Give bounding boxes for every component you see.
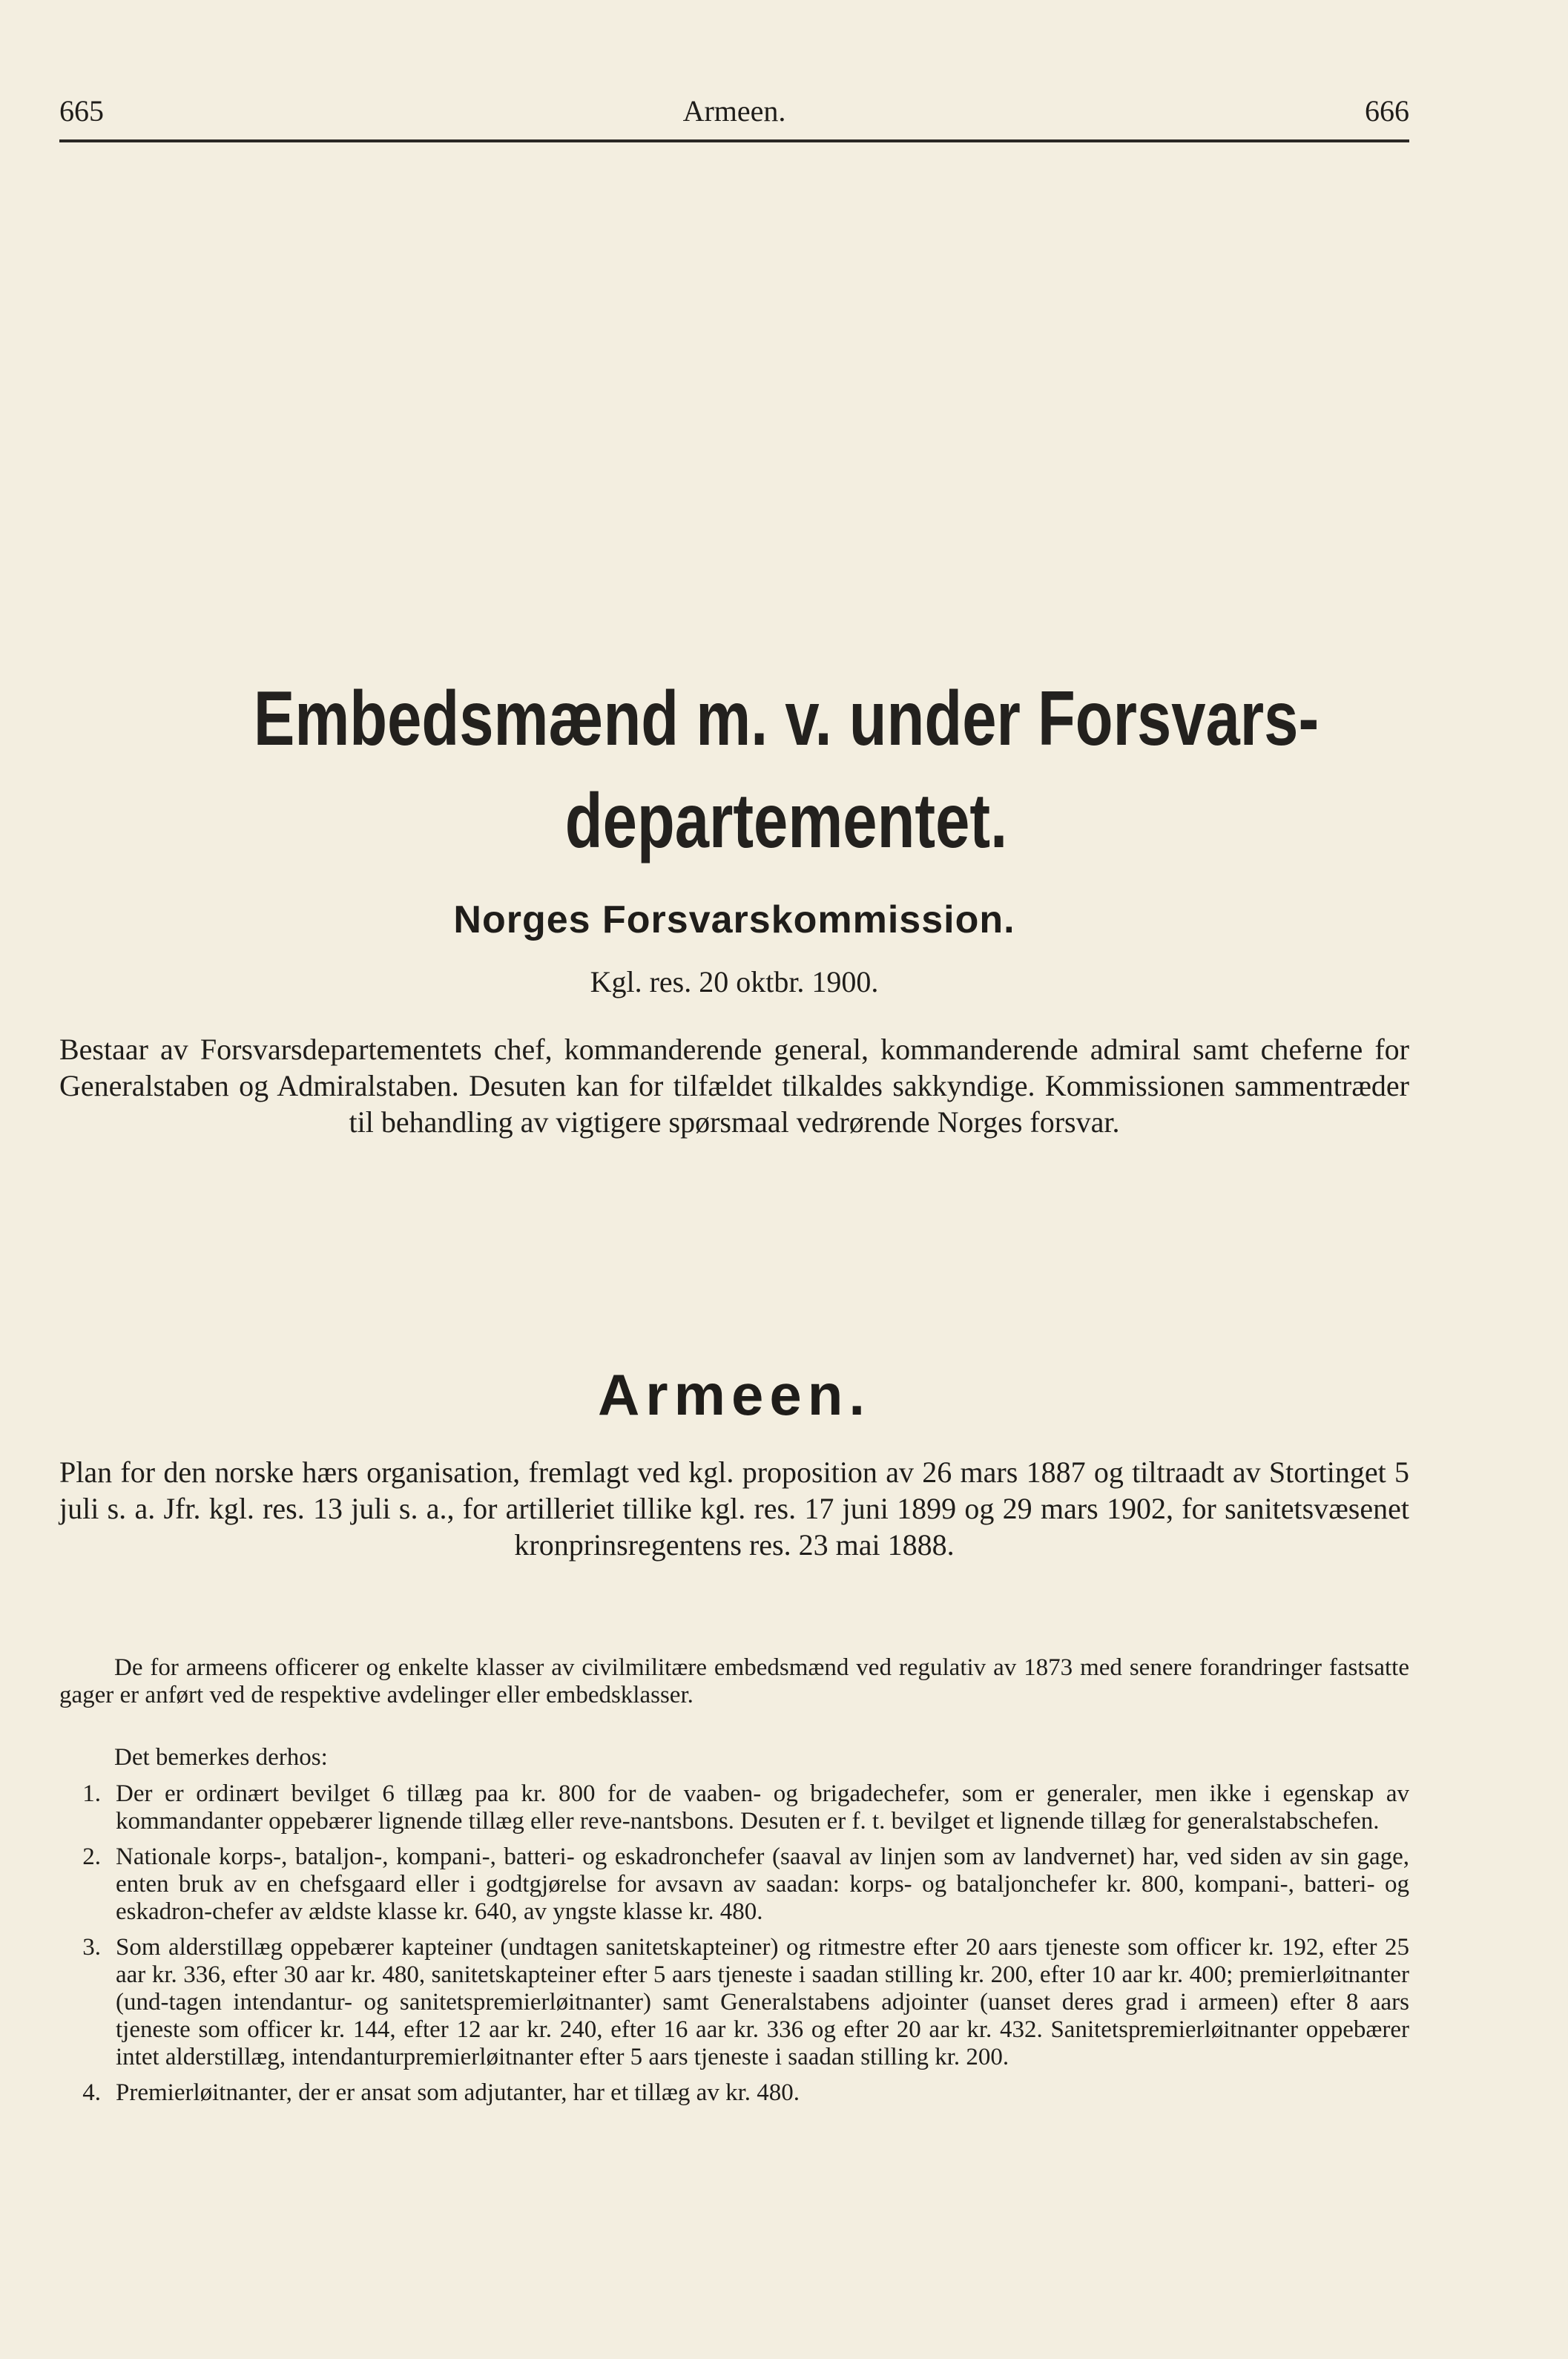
- commission-paragraph: Bestaar av Forsvarsdepartementets chef, kommanderende general, kommanderende admiral samt cheferne for Generalstaben og Admiralstaben. Desuten kan for tilfældet tilkaldes sakkyndige. Kommissionen sammentræder til behandling av vigtigere spørsmaal vedrørende Norges forsvar.: [59, 1033, 1409, 1139]
- header-rule: [59, 139, 1409, 142]
- resolution-line: Kgl. res. 20 oktbr. 1900.: [590, 965, 879, 998]
- list-item-text: Premierløitnanter, der er ansat som adjutanter, har et tillæg av kr. 480.: [116, 2079, 800, 2106]
- page-number-left: 665: [59, 94, 104, 128]
- page-number-right: 666: [1365, 94, 1409, 128]
- list-item-text: Der er ordinært bevilget 6 tillæg paa kr. 800 for de vaaben- og brigadechefer, som er generaler, men ikke i egenskap av kommandanter oppebærer lignende tillæg eller reve-nantsbons. Desuten er f. t. bevilget et lignende tillæg for generalstabschefen.: [116, 1780, 1409, 1835]
- list-item-number: 1.: [82, 1780, 101, 1807]
- list-item-number: 2.: [82, 1843, 101, 1870]
- running-header: [59, 88, 1409, 132]
- main-title: Embedsmænd m. v. under Forsvars-departementet.: [253, 676, 1320, 864]
- running-title: Armeen.: [682, 94, 786, 128]
- list-item: [59, 1934, 1409, 2071]
- list-item-number: 4.: [82, 2079, 101, 2106]
- list-item: [59, 1780, 1409, 1835]
- section-title: Armeen.: [597, 1362, 872, 1427]
- commission-title: Norges Forsvarskommission.: [453, 898, 1015, 941]
- list-item-number: 3.: [82, 1934, 101, 1961]
- list-item: [59, 1843, 1409, 1926]
- notes-list: [59, 1780, 1409, 2115]
- list-item-text: Som alderstillæg oppebærer kapteiner (undtagen sanitetskapteiner) og ritmestre efter 20 aars tjeneste som officer kr. 192, efter 25 aar kr. 336, efter 30 aar kr. 480, sanitetskapteiner efter 5 aars tjeneste i saadan stilling kr. 200, efter 10 aar kr. 400; premierløitnanter (und-tagen intendantur- og sanitetspremierløitnanter) samt Generalstabens adjointer (uanset deres grad i armeen) efter 8 aars tjeneste som officer kr. 144, efter 12 aar kr. 240, efter 16 aar kr. 336 og efter 20 aar kr. 432. Sanitetspremierløitnanter oppebærer intet alderstillæg, intendanturpremierløitnanter efter 5 aars tjeneste i saadan stilling kr. 200.: [116, 1934, 1409, 2070]
- derhos-line: Det bemerkes derhos:: [114, 1744, 328, 1771]
- list-item: [59, 2079, 1409, 2107]
- intro-paragraph: De for armeens officerer og enkelte klasser av civilmilitære embedsmænd ved regulativ av 1873 med senere forandringer fastsatte gager er anført ved de respektive avdelinger eller embedsklasser.: [59, 1654, 1409, 1708]
- plan-paragraph: Plan for den norske hærs organisation, fremlagt ved kgl. proposition av 26 mars 1887 og tiltraadt av Stortinget 5 juli s. a. Jfr. kgl. res. 13 juli s. a., for artilleriet tillike kgl. res. 17 juni 1899 og 29 mars 1902, for sanitetsvæsenet kronprinsregentens res. 23 mai 1888.: [59, 1455, 1409, 1562]
- list-item-text: Nationale korps-, bataljon-, kompani-, batteri- og eskadronchefer (saaval av linjen som av landvernet) har, ved siden av sin gage, enten bruk av en chefsgaard eller i godtgjørelse for avsavn av saadan: korps- og bataljonchefer kr. 800, kompani-, batteri- og eskadron-chefer av ældste klasse kr. 640, av yngste klasse kr. 480.: [116, 1843, 1409, 1925]
